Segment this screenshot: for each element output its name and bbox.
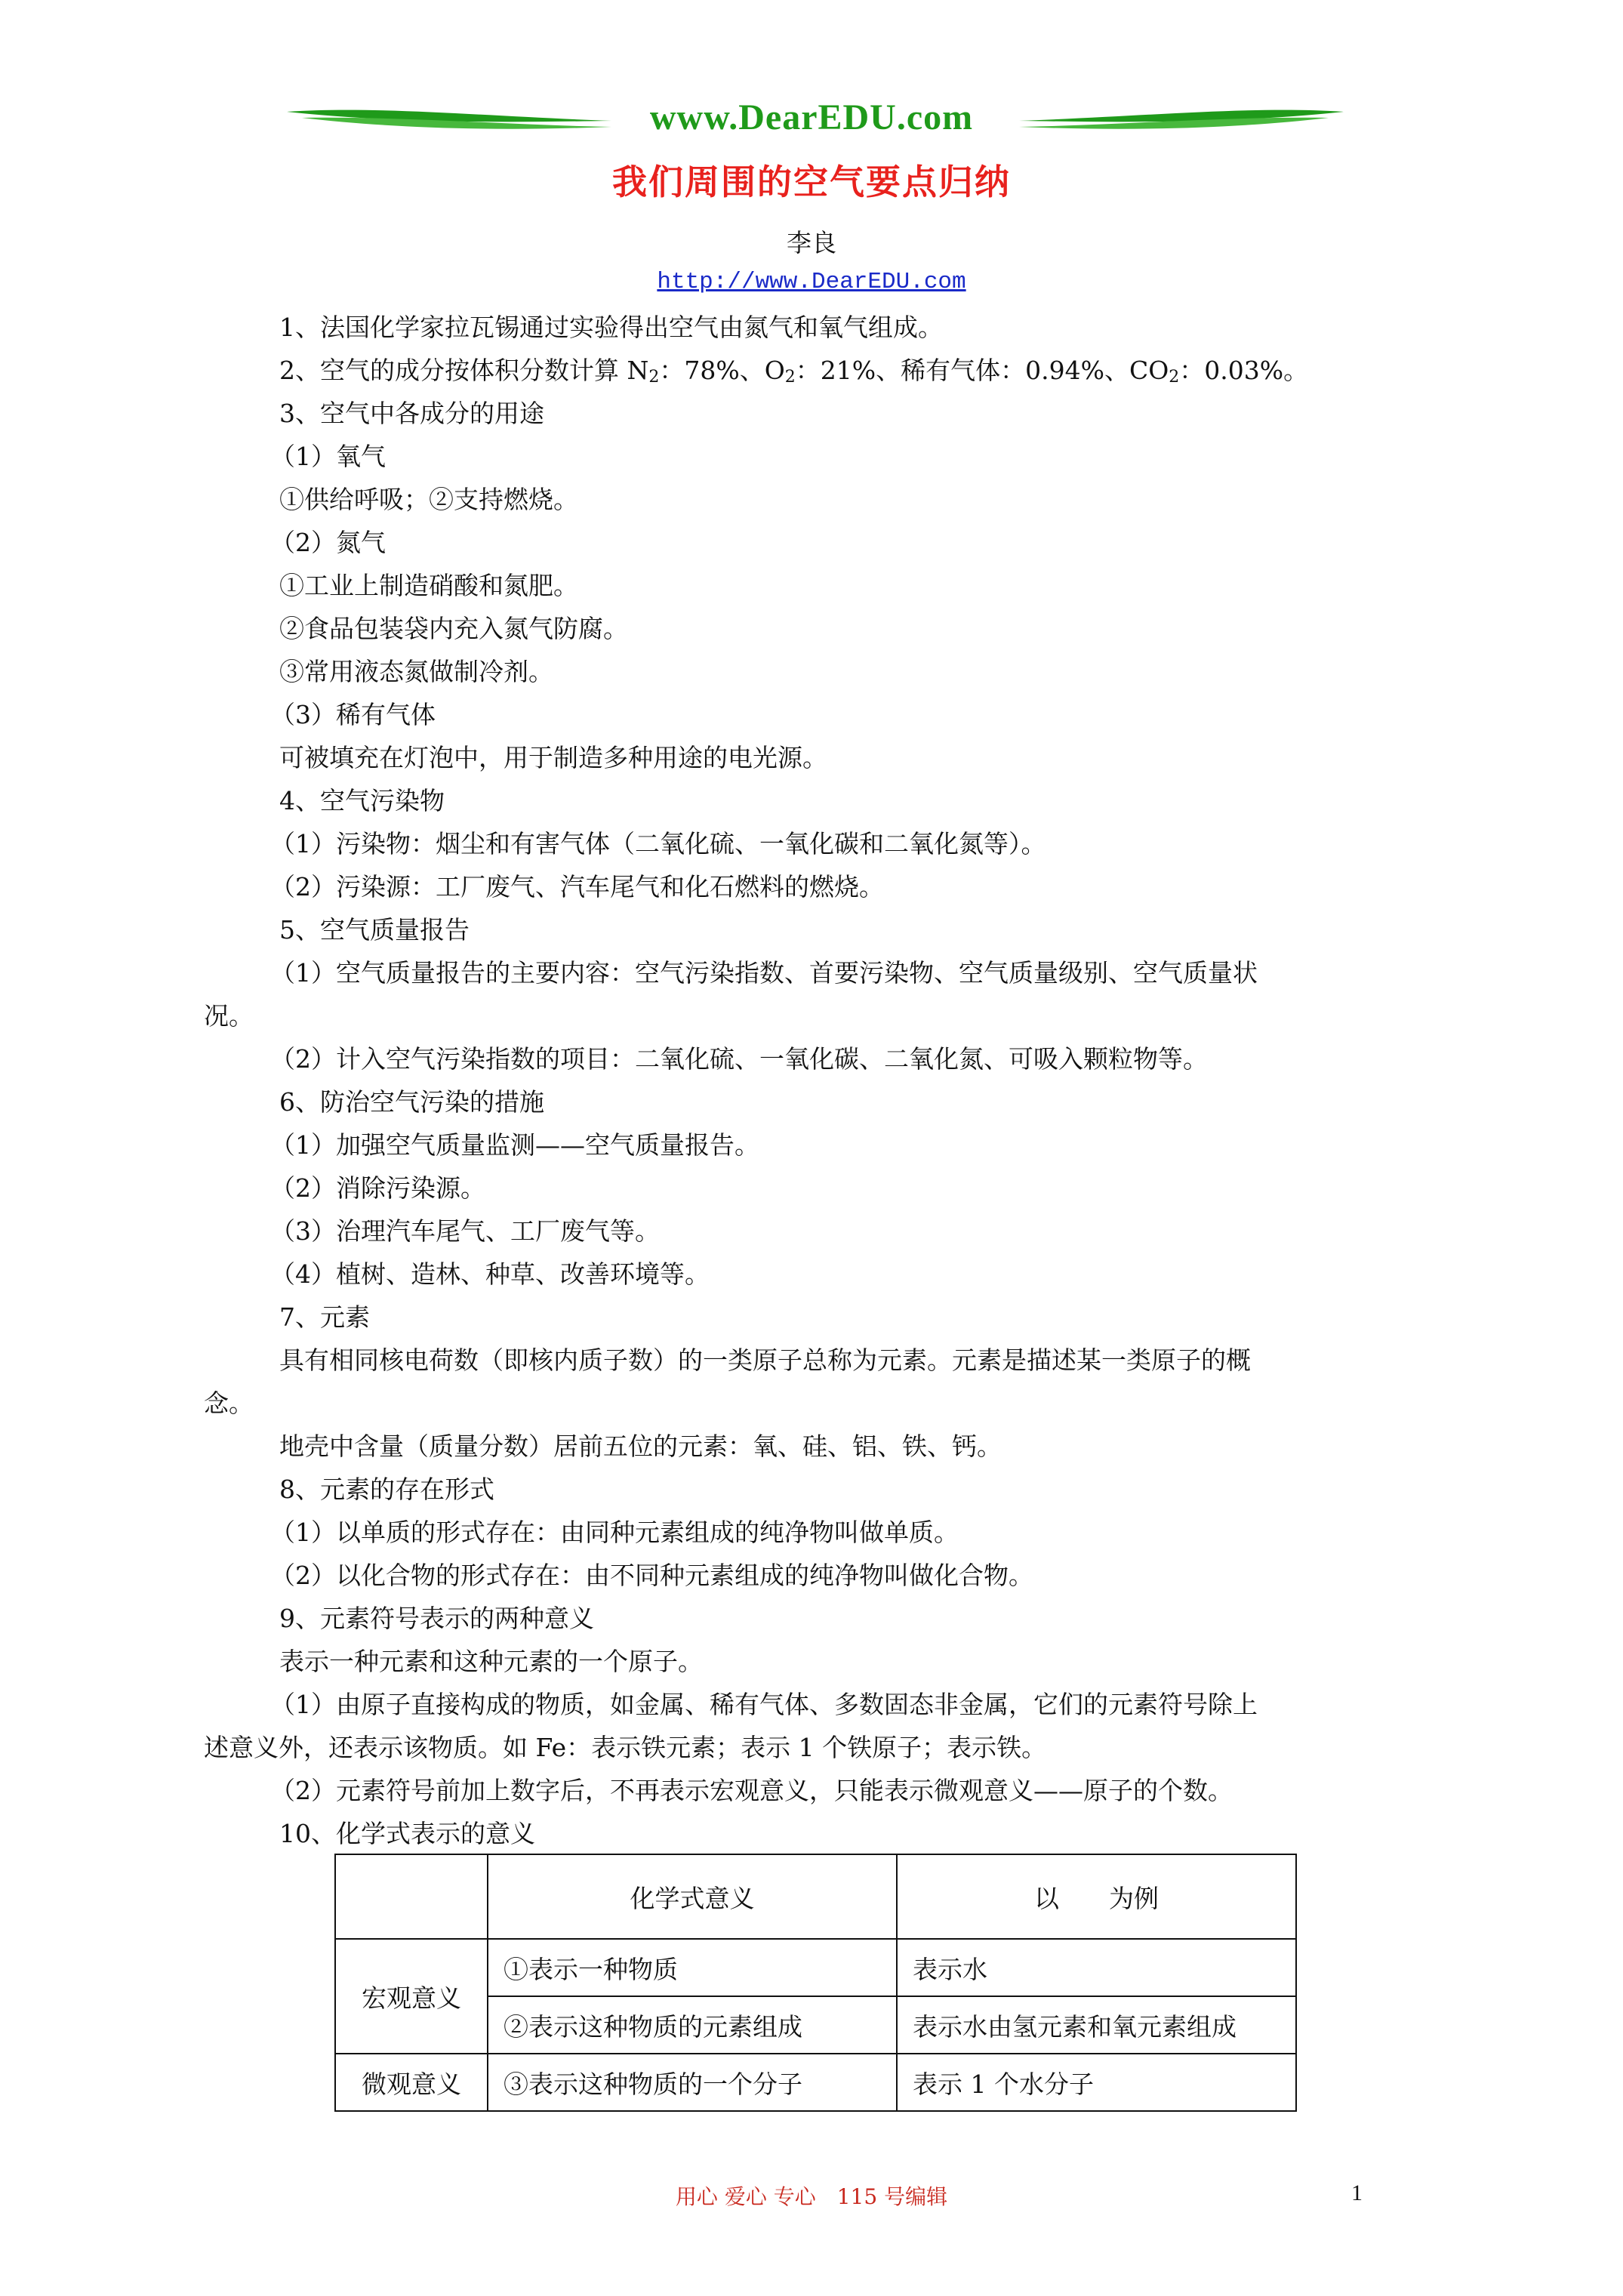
table-cell: 表示 1 个水分子 <box>897 2054 1296 2111</box>
table-cell: ③表示这种物质的一个分子 <box>488 2054 897 2111</box>
section-heading: 3、空气中各成分的用途 <box>279 399 544 428</box>
table-row <box>335 2054 1296 2111</box>
author-name: 李良 <box>787 228 836 257</box>
table-header-cell: 化学式意义 <box>488 1854 897 1939</box>
paragraph-line: 1、法国化学家拉瓦锡通过实验得出空气由氮气和氧气组成。 <box>279 313 943 342</box>
table-row-label-macro: 宏观意义 <box>335 1939 488 2054</box>
section-heading: 10、化学式表示的意义 <box>279 1819 535 1848</box>
paragraph-line: 述意义外，还表示该物质。如 Fe：表示铁元素；表示 1 个铁原子；表示铁。 <box>204 1733 1047 1762</box>
table-cell: 表示水由氢元素和氧元素组成 <box>897 1996 1296 2054</box>
paragraph-line: （1）加强空气质量监测——空气质量报告。 <box>270 1130 759 1160</box>
subsection-heading: （1）氧气 <box>270 442 386 471</box>
table-header-row <box>335 1854 1296 1939</box>
paragraph-line: 表示一种元素和这种元素的一个原子。 <box>279 1647 703 1676</box>
paragraph-line: 念。 <box>204 1388 254 1418</box>
document-body <box>204 306 1412 1855</box>
paragraph-line: ①供给呼吸；②支持燃烧。 <box>279 485 578 514</box>
subsection-heading: （3）稀有气体 <box>270 700 436 729</box>
paragraph-line: （2）计入空气污染指数的项目：二氧化硫、一氧化碳、二氧化氮、可吸入颗粒物等。 <box>270 1044 1208 1074</box>
paragraph-line: ②食品包装袋内充入氮气防腐。 <box>279 614 628 643</box>
site-link[interactable]: http://www.DearEDU.com <box>657 269 966 295</box>
paragraph-line: 地壳中含量（质量分数）居前五位的元素：氧、硅、铝、铁、钙。 <box>279 1432 1002 1461</box>
document-title: 我们周围的空气要点归纳 <box>612 162 1011 202</box>
table-cell: 表示水 <box>897 1939 1296 1996</box>
paragraph-line: ③常用液态氮做制冷剂。 <box>279 657 553 686</box>
paragraph-line: 具有相同核电荷数（即核内质子数）的一类原子总称为元素。元素是描述某一类原子的概 <box>279 1345 1251 1375</box>
table-header-cell: 以 为例 <box>897 1854 1296 1939</box>
table-cell: ①表示一种物质 <box>488 1939 897 1996</box>
section-heading: 7、元素 <box>279 1302 370 1332</box>
paragraph-line: （2）消除污染源。 <box>270 1173 485 1203</box>
paragraph-line: （2）以化合物的形式存在：由不同种元素组成的纯净物叫做化合物。 <box>270 1561 1033 1590</box>
paragraph-line: （1）空气质量报告的主要内容：空气污染指数、首要污染物、空气质量级别、空气质量状 <box>270 958 1258 988</box>
paragraph-line: （1）由原子直接构成的物质，如金属、稀有气体、多数固态非金属，它们的元素符号除上 <box>270 1690 1258 1719</box>
formula-meaning-table <box>334 1854 1297 2112</box>
section-heading: 4、空气污染物 <box>279 786 445 815</box>
page-footer: 用心 爱心 专心 115 号编辑 <box>675 2184 948 2209</box>
subsection-heading: （2）氮气 <box>270 528 386 557</box>
section-heading: 6、防治空气污染的措施 <box>279 1087 544 1117</box>
paragraph-line: （1）以单质的形式存在：由同种元素组成的纯净物叫做单质。 <box>270 1518 959 1547</box>
paragraph-line: （3）治理汽车尾气、工厂废气等。 <box>270 1216 660 1246</box>
paragraph-line: （2）元素符号前加上数字后，不再表示宏观意义，只能表示微观意义——原子的个数。 <box>270 1776 1233 1805</box>
page-number: 1 <box>1351 2180 1363 2205</box>
paragraph-line: （2）污染源：工厂废气、汽车尾气和化石燃料的燃烧。 <box>270 872 884 901</box>
table-cell: ②表示这种物质的元素组成 <box>488 1996 897 2054</box>
paragraph-line-composition: 2、空气的成分按体积分数计算 $N_2$：78%、$O_2$：21%、稀有气体：0.94%、$CO_2$：0.03%。 <box>279 356 1309 387</box>
section-heading: 8、元素的存在形式 <box>279 1475 494 1504</box>
paragraph-line: （1）污染物：烟尘和有害气体（二氧化硫、一氧化碳和二氧化氮等）。 <box>270 829 1046 858</box>
section-heading: 9、元素符号表示的两种意义 <box>279 1604 594 1633</box>
section-heading: 5、空气质量报告 <box>279 915 470 945</box>
table-row-label-micro: 微观意义 <box>335 2054 488 2111</box>
paragraph-line: 可被填充在灯泡中，用于制造多种用途的电光源。 <box>279 743 827 772</box>
paragraph-line: 况。 <box>204 1001 254 1031</box>
banner-site-name: www.DearEDU.com <box>649 97 974 137</box>
table-row <box>335 1939 1296 1996</box>
paragraph-line: ①工业上制造硝酸和氮肥。 <box>279 571 578 600</box>
table-header-cell <box>335 1854 488 1939</box>
paragraph-line: （4）植树、造林、种草、改善环境等。 <box>270 1259 710 1289</box>
